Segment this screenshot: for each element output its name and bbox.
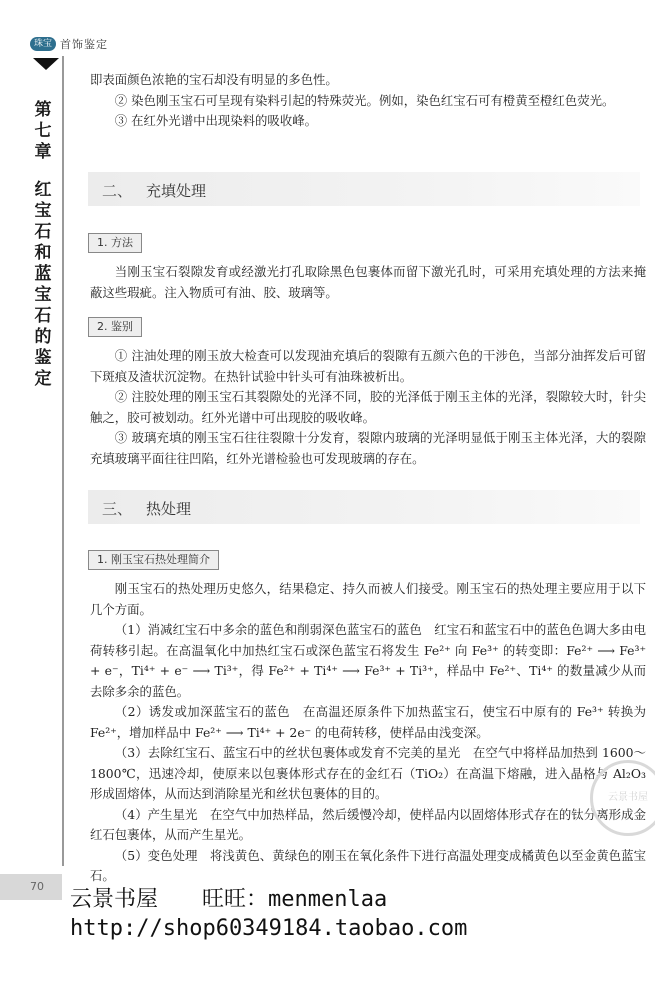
book-logo-text: 首饰鉴定 — [60, 38, 108, 51]
section-heading-heat — [88, 490, 640, 524]
subheading-heat-intro: 1. 刚玉宝石热处理简介 — [88, 550, 219, 570]
heat-item-4: （4）产生星光 在空气中加热样品，然后缓慢冷却，使样品内以固熔体形式存在的钛分离形成金红石包裹体，从而产生星光。 — [90, 806, 646, 842]
identification-block — [90, 346, 646, 469]
watermark-line-1: 云景书屋 旺旺：menmenlaa — [70, 887, 388, 912]
method-block — [90, 262, 646, 303]
subheading-identification: 2. 鉴别 — [88, 317, 142, 337]
intro-paragraph-1: 即表面颜色浓艳的宝石却没有明显的多色性。 — [90, 72, 338, 87]
section-title: 热处理 — [146, 500, 192, 518]
heat-item-2: （2）诱发或加深蓝宝石的蓝色 在高温还原条件下加热蓝宝石，使宝石中原有的 Fe³⁺ 转换为 Fe²⁺，增加样品中 Fe²⁺ ⟶ Ti⁴⁺ + 2e⁻ 的电荷转移，使样品由浅变深。 — [90, 704, 646, 740]
method-paragraph: 当刚玉宝石裂隙发育或经激光打孔取除黑色包裹体而留下激光孔时，可采用充填处理的方法来掩蔽这些瑕疵。注入物质可有油、胶、玻璃等。 — [90, 264, 646, 300]
heat-intro-paragraph: 刚玉宝石的热处理历史悠久，结果稳定、持久而被人们接受。刚玉宝石的热处理主要应用于以下几个方面。 — [90, 581, 646, 617]
identification-item-2: ② 注胶处理的刚玉宝石其裂隙处的光泽不同，胶的光泽低于刚玉主体的光泽，裂隙较大时，针尖触之，胶可被划动。红外光谱中可出现胶的吸收峰。 — [90, 389, 646, 425]
subheading-method: 1. 方法 — [88, 233, 142, 253]
watermark-line-2: http://shop60349184.taobao.com — [70, 916, 468, 941]
watermark-stamp: 云景书屋 — [590, 760, 655, 836]
chapter-diamond-icon — [33, 58, 59, 70]
heat-item-1: （1）消减红宝石中多余的蓝色和削弱深色蓝宝石的蓝色 红宝石和蓝宝石中的蓝色色调大多由电荷转移引起。在高温氧化中加热红宝石或深色蓝宝石将发生 Fe²⁺ 向 Fe³⁺ 的转变即：Fe²⁺ ⟶ Fe³⁺ + e⁻，Ti⁴⁺ + e⁻ ⟶ Ti³⁺，得 Fe²⁺ + Ti⁴⁺ ⟶ Fe³⁺ + Ti³⁺，样品中 Fe²⁺、Ti⁴⁺ 的数量减少从而去除多余的蓝色。 — [90, 622, 646, 699]
identification-item-3: ③ 玻璃充填的刚玉宝石往往裂隙十分发育，裂隙内玻璃的光泽明显低于刚玉主体光泽，大的裂隙充填玻璃平面往往凹陷，红外光谱检验也可发现玻璃的存在。 — [90, 430, 646, 466]
section-title: 充填处理 — [146, 182, 207, 200]
book-logo-mark: 珠宝 — [30, 37, 56, 51]
page-number: 70 — [30, 880, 44, 893]
book-header — [30, 34, 108, 54]
section-number: 二、 — [102, 182, 133, 200]
identification-item-1: ① 注油处理的刚玉放大检查可以发现油充填后的裂隙有五颜六色的干涉色，当部分油挥发后可留下斑痕及渣状沉淀物。在热针试验中针头可有油珠被析出。 — [90, 348, 646, 384]
intro-block — [90, 70, 646, 132]
heat-item-5: （5）变色处理 将浅黄色、黄绿色的刚玉在氧化条件下进行高温处理变成橘黄色以至金黄色蓝宝石。 — [90, 847, 646, 883]
heat-block — [90, 579, 646, 887]
chapter-number: 第七章 — [34, 100, 52, 162]
chapter-title: 红宝石和蓝宝石的鉴定 — [34, 180, 52, 389]
section-number: 三、 — [102, 500, 133, 518]
section-heading-filling — [88, 172, 640, 206]
margin-rule — [62, 56, 64, 866]
heat-item-3: （3）去除红宝石、蓝宝石中的丝状包裹体或发育不完美的星光 在空气中将样品加热到 1600～1800℃，迅速冷却，使原来以包裹体形式存在的金红石（TiO₂）在高温下熔融，进入晶格与 Al₂O₃ 形成固熔体，从而达到消除星光和丝状包裹体的目的。 — [90, 745, 646, 801]
intro-paragraph-2: ② 染色刚玉宝石可呈现有染料引起的特殊荧光。例如，染色红宝石可有橙黄至橙红色荧光。 — [114, 92, 615, 108]
intro-paragraph-3: ③ 在红外光谱中出现染料的吸收峰。 — [114, 113, 317, 128]
